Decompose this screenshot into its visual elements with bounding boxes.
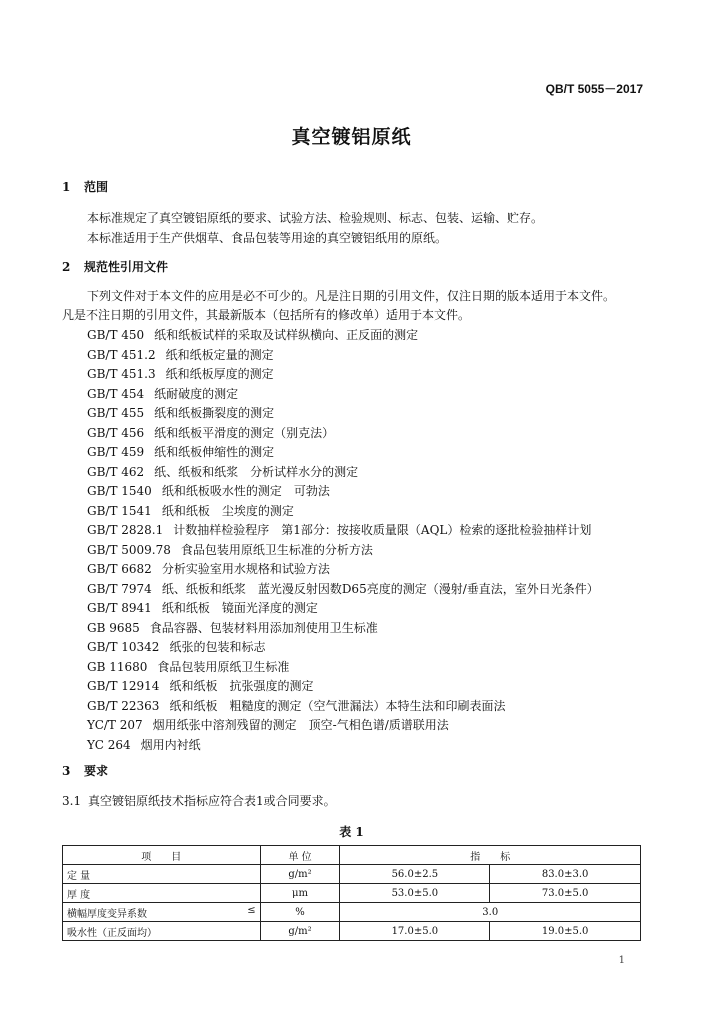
reference-title: 纸和纸板试样的采取及试样纵横向、正反面的测定 — [154, 328, 419, 342]
reference-title: 纸和纸板撕裂度的测定 — [154, 406, 275, 420]
reference-title: 烟用纸张中溶剂残留的测定 顶空-气相色谱/质谱联用法 — [152, 718, 449, 732]
reference-item — [87, 716, 449, 733]
table-row — [63, 903, 641, 922]
reference-code: GB/T 455 — [87, 406, 145, 420]
row-unit: g/m² — [260, 865, 340, 884]
reference-title: 纸和纸板 抗张强度的测定 — [169, 679, 314, 693]
reference-item — [87, 677, 313, 694]
reference-item — [87, 697, 505, 714]
less-equal-sign: ≤ — [247, 904, 256, 916]
reference-code: GB/T 12914 — [87, 679, 160, 693]
page-number: 1 — [618, 955, 625, 966]
section-number: 3 — [62, 764, 71, 778]
paragraph: 凡是不注日期的引用文件，其最新版本（包括所有的修改单）适用于本文件。 — [62, 308, 471, 322]
row-value: 56.0±2.5 — [340, 865, 490, 884]
reference-title: 烟用内衬纸 — [140, 737, 201, 752]
reference-item — [87, 385, 238, 402]
row-value: 73.0±5.0 — [490, 884, 641, 903]
reference-code: GB/T 22363 — [87, 698, 160, 713]
section-number: 2 — [62, 260, 71, 274]
reference-item — [87, 463, 358, 480]
row-value: 17.0±5.0 — [340, 922, 490, 941]
reference-code: GB 11680 — [87, 659, 148, 674]
reference-item — [87, 326, 418, 343]
reference-code: GB/T 7974 — [87, 581, 152, 596]
row-item: 横幅厚度变异系数 — [67, 908, 147, 920]
reference-code: GB/T 6682 — [87, 562, 152, 576]
reference-item — [87, 346, 274, 363]
reference-title: 纸张的包装和标志 — [169, 640, 266, 654]
reference-item — [87, 599, 318, 616]
paragraph: 本标准规定了真空镀铝原纸的要求、试验方法、检验规则、标志、包装、运输、贮存。 — [87, 211, 544, 225]
reference-title: 纸和纸板 尘埃度的测定 — [161, 503, 294, 518]
reference-item — [87, 580, 599, 597]
reference-code: GB/T 451.3 — [87, 367, 156, 381]
reference-code: YC/T 207 — [87, 718, 143, 732]
reference-item — [87, 365, 274, 382]
table-row — [63, 884, 641, 903]
paragraph: 本标准适用于生产供烟草、食品包装等用途的真空镀铝纸用的原纸。 — [87, 231, 448, 245]
table-caption: 表 1 — [339, 825, 364, 839]
section-title: 范围 — [84, 180, 109, 194]
clause-number: 3.1 — [62, 794, 82, 808]
header-unit: 单 位 — [260, 846, 340, 865]
reference-item — [87, 443, 274, 460]
reference-title: 食品容器、包装材料用添加剂使用卫生标准 — [149, 620, 378, 635]
header-index: 指 标 — [340, 846, 641, 865]
reference-item — [87, 404, 274, 421]
reference-code: GB/T 459 — [87, 445, 145, 459]
spec-table — [62, 845, 641, 941]
reference-title: 纸、纸板和纸浆 蓝光漫反射因数D65亮度的测定（漫射/垂直法，室外日光条件） — [161, 581, 599, 596]
reference-code: GB/T 1541 — [87, 503, 152, 518]
reference-title: 纸和纸板 粗糙度的测定（空气泄漏法）本特生法和印刷表面法 — [169, 698, 506, 713]
document-title: 真空镀铝原纸 — [291, 126, 412, 148]
reference-code: GB/T 8941 — [87, 601, 152, 615]
row-value: 3.0 — [340, 903, 641, 922]
reference-code: GB/T 1540 — [87, 484, 152, 498]
row-unit: % — [260, 903, 340, 922]
reference-item — [87, 619, 378, 636]
reference-title: 纸和纸板厚度的测定 — [165, 367, 274, 381]
clause-text: 真空镀铝原纸技术指标应符合表1或合同要求。 — [88, 794, 336, 808]
section-title: 规范性引用文件 — [84, 260, 169, 274]
row-item: 定 量 — [63, 865, 261, 884]
reference-title: 纸和纸板平滑度的测定（别克法） — [154, 425, 335, 440]
row-item-cell — [63, 903, 261, 922]
reference-item — [87, 482, 330, 499]
reference-code: GB/T 451.2 — [87, 347, 156, 362]
reference-title: 纸和纸板吸水性的测定 可勃法 — [161, 484, 330, 498]
reference-item — [87, 638, 265, 655]
reference-title: 分析实验室用水规格和试验方法 — [161, 562, 330, 576]
table-row — [63, 865, 641, 884]
section-2-heading — [62, 258, 168, 275]
row-item: 厚 度 — [63, 884, 261, 903]
reference-code: GB/T 454 — [87, 386, 145, 401]
section-number: 1 — [62, 180, 71, 194]
row-value: 53.0±5.0 — [340, 884, 490, 903]
reference-item — [87, 658, 289, 675]
reference-title: 计数抽样检验程序 第1部分：按接收质量限（AQL）检索的逐批检验抽样计划 — [173, 523, 592, 537]
standard-code: QB/T 5055－2017 — [545, 82, 643, 96]
reference-title: 纸和纸板伸缩性的测定 — [154, 445, 275, 459]
reference-title: 纸和纸板定量的测定 — [165, 347, 274, 362]
reference-code: YC 264 — [87, 737, 131, 752]
clause-3-1 — [62, 792, 336, 809]
header-item: 项 目 — [63, 846, 261, 865]
section-3-heading — [62, 762, 108, 779]
reference-title: 纸和纸板 镜面光泽度的测定 — [161, 601, 318, 615]
row-unit: g/m² — [260, 922, 340, 941]
table-header-row — [63, 846, 641, 865]
reference-code: GB 9685 — [87, 620, 140, 635]
reference-code: GB/T 450 — [87, 328, 145, 342]
reference-title: 食品包装用原纸卫生标准 — [157, 659, 290, 674]
reference-item — [87, 521, 591, 538]
reference-item — [87, 736, 201, 753]
reference-code: GB/T 5009.78 — [87, 542, 171, 557]
reference-title: 纸、纸板和纸浆 分析试样水分的测定 — [154, 464, 359, 479]
reference-code: GB/T 456 — [87, 425, 145, 440]
row-value: 83.0±3.0 — [490, 865, 641, 884]
reference-title: 纸耐破度的测定 — [154, 386, 239, 401]
reference-code: GB/T 2828.1 — [87, 523, 164, 537]
section-title: 要求 — [84, 764, 109, 778]
row-value: 19.0±5.0 — [490, 922, 641, 941]
section-1-heading — [62, 178, 108, 195]
reference-item — [87, 502, 294, 519]
row-unit: μm — [260, 884, 340, 903]
reference-item — [87, 560, 330, 577]
reference-item — [87, 424, 334, 441]
reference-title: 食品包装用原纸卫生标准的分析方法 — [180, 542, 373, 557]
reference-code: GB/T 462 — [87, 464, 145, 479]
paragraph: 下列文件对于本文件的应用是必不可少的。凡是注日期的引用文件，仅注日期的版本适用于本文件。 — [87, 289, 616, 303]
row-item: 吸水性（正反面均） — [63, 922, 261, 941]
table-row — [63, 922, 641, 941]
reference-code: GB/T 10342 — [87, 640, 160, 654]
reference-item — [87, 541, 373, 558]
